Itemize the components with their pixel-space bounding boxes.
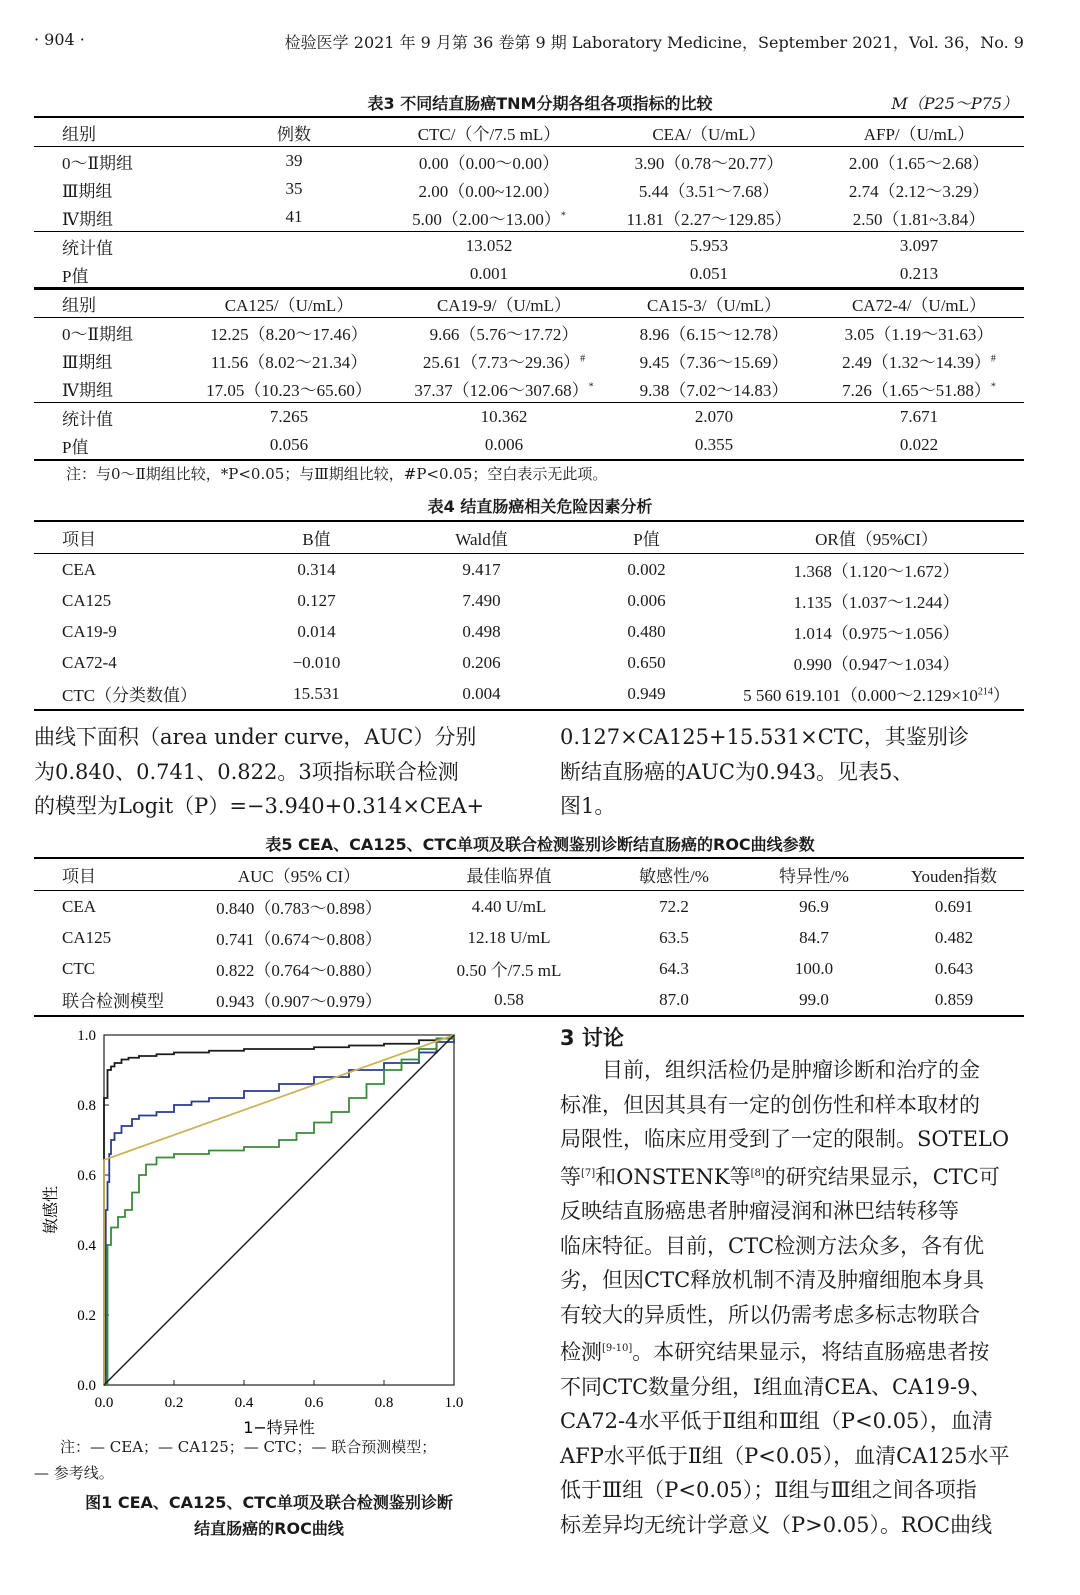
table-cell: 0.001 [374,260,604,289]
table-cell: 17.05（10.23～65.60） [184,374,394,403]
table-cell: 0.002 [627,559,666,579]
table-cell: −0.010 [292,652,341,672]
table-cell: 0.840（0.783～0.898） [216,899,382,918]
y-tick-label: 0.2 [77,1308,96,1324]
table-cell: CTC [62,958,96,978]
table-row [34,953,1024,984]
table-cell: 15.531 [234,678,399,710]
header-cell: 项目 [34,521,234,554]
table-row [34,647,1024,678]
text-line: 目前，组织活检仍是肿瘤诊断和治疗的金 [560,1058,980,1082]
table-cell: 2.50（1.81~3.84） [814,203,1024,232]
header-cell: CA19-9/（U/mL） [394,288,614,318]
table-cell: 7.26（1.65～51.88）* [814,374,1024,403]
table-stat-row [34,232,1024,261]
header-cell: CTC/（个/7.5 mL） [374,117,604,147]
table-cell: 联合检测模型 [34,984,184,1016]
section-heading-discussion: 3 讨论 [560,1026,624,1050]
table-cell: 1.014（0.975～1.056） [793,624,960,643]
table-cell: 0.482 [934,927,974,947]
table-cell: 2.49（1.32～14.39）# [842,352,996,372]
table-cell: 10.362 [480,407,528,426]
table-cell: 0.58 [414,984,604,1016]
table-header-row [34,117,1024,147]
table-cell: 9.45（7.36～15.69） [639,352,789,372]
text-line: 断结直肠癌的AUC为0.943。见表5、 [560,759,914,784]
text-line: CA72-4水平低于Ⅱ组和Ⅲ组（P<0.05），血清 [560,1409,993,1433]
table-cell: 2.00（0.00~12.00） [418,181,560,201]
page-number: · 904 · [34,30,85,49]
table-cell: 2.00（1.65～2.68） [848,153,990,173]
table-cell: Ⅲ期组 [62,352,113,372]
table3-caption: 表3 不同结直肠癌TNM分期各组各项指标的比较 [367,94,713,113]
table-row [34,984,1024,1016]
table-cell: 3.05（1.19～31.63） [844,324,994,344]
table-row [34,374,1024,403]
table-cell: 0.943（0.907～0.979） [184,984,414,1016]
table-cell: 2.74（2.12～3.29） [848,181,990,201]
table4 [34,520,1024,711]
table-cell: 4.40 U/mL [471,896,547,916]
table-row [34,203,1024,232]
table-row [34,678,1024,710]
table-cell: 12.25（8.20～17.46） [210,324,368,344]
figure1-caption-1: 图1 CEA、CA125、CTC单项及联合检测鉴别诊断 [85,1493,453,1512]
table-cell: 2.070 [694,407,734,426]
table-row [34,175,1024,203]
table-cell: 0.50 个/7.5 mL [456,961,562,980]
table-cell: 统计值 [62,409,113,429]
table-header-row [34,858,1024,891]
y-axis-label: 敏感性 [41,1185,60,1235]
header-cell: Wald值 [399,521,564,554]
y-tick-label: 0.0 [77,1378,96,1394]
table-cell: 0.949 [564,678,729,710]
table4-caption: 表4 结直肠癌相关危险因素分析 [427,497,653,516]
table-cell: 63.5 [659,927,689,947]
body-text-mid-right [560,720,1030,824]
text-line: 标差异均无统计学意义（P>0.05）。ROC曲线 [560,1512,993,1537]
figure1-caption-2: 结直肠癌的ROC曲线 [194,1519,344,1538]
table-cell: P值 [34,260,214,289]
text-line: 局限性，临床应用受到了一定的限制。SOTELO [560,1127,1010,1151]
table-header-row [34,288,1024,318]
text-line: AFP水平低于Ⅱ组（P<0.05），血清CA125水平 [560,1443,1010,1468]
body-text-mid-left [34,720,504,824]
table-cell: 1.135（1.037～1.244） [793,593,960,612]
x-axis-label: 1−特异性 [243,1418,315,1437]
x-tick-label: 1.0 [444,1395,464,1411]
table-cell: 0.206 [462,652,501,672]
header-cell: 组别 [34,288,184,318]
table-cell: 0.213 [814,260,1024,289]
text-line: 的模型为Logit（P）=−3.940+0.314×CEA+ [34,794,485,818]
table-cell: 0～Ⅱ期组 [62,153,134,173]
table-cell: 96.9 [799,896,829,916]
table-cell: 9.66（5.76～17.72） [429,324,579,344]
table-cell: 3.097 [899,236,939,255]
table-cell: 0.00（0.00～0.00） [418,153,560,173]
table-cell: 0.650 [627,652,666,672]
header-cell: Youden指数 [884,858,1024,891]
table-cell: 0.822（0.764～0.880） [216,961,382,980]
header-cell: 敏感性/% [604,858,744,891]
table-cell: 84.7 [799,927,829,947]
table-cell: CA125 [62,590,112,610]
text-line: 为0.840、0.741、0.822。3项指标联合检测 [34,759,459,784]
table-cell: 0.051 [604,260,814,289]
text-line: 临床特征。目前，CTC检测方法众多，各有优 [560,1233,985,1258]
table-row [34,318,1024,347]
table-cell: CA72-4 [62,652,117,672]
table-cell: 0.691 [934,896,974,916]
y-tick-label: 0.4 [77,1238,96,1254]
table-cell: CTC（分类数值） [34,678,234,710]
header-cell: 项目 [34,858,184,891]
table-cell: 0.480 [627,621,666,641]
header-cell: 最佳临界值 [414,858,604,891]
table-cell: 13.052 [465,236,513,255]
table3-note: 注：与0～Ⅱ期组比较，*P<0.05；与Ⅲ期组比较，#P<0.05；空白表示无此项。 [66,465,608,483]
table3-part2 [34,287,1024,461]
table-stat-row [34,431,1024,460]
table-cell: 统计值 [62,238,113,258]
table-cell: 0.014 [297,621,336,641]
table-cell: 11.81（2.27～129.85） [604,203,814,232]
table-cell: 0.022 [814,431,1024,460]
table-cell: 7.671 [899,407,939,426]
table-cell: 35 [285,179,303,198]
table-cell: 0.006 [394,431,614,460]
table-cell: 12.18 U/mL [467,927,551,947]
y-tick-label: 1.0 [77,1028,96,1044]
text-line: 曲线下面积（area under curve，AUC）分别 [34,725,477,749]
table-cell: 0.127 [297,590,336,610]
table-cell: 5 560 $619.101(0.000\sim 2.129\times 10^{214})$ [729,678,1024,710]
table-cell: CEA [62,559,96,579]
table-cell: 0.355 [614,431,814,460]
table-cell: CA125 [62,927,112,947]
y-tick-label: 0.6 [77,1168,96,1184]
table-cell: 7.490 [462,590,501,610]
text-line: 检测[9-10]。本研究结果显示，将结直肠癌患者按 [560,1340,990,1364]
header-cell: 组别 [34,117,214,147]
text-line: 不同CTC数量分组，Ⅰ组血清CEA、CA19-9、 [560,1374,992,1399]
table-stat-row [34,403,1024,432]
table-row [34,554,1024,586]
table-row [34,616,1024,647]
text-line: 劣，但因CTC释放机制不清及肿瘤细胞本身具 [560,1268,985,1292]
header-cell: B值 [234,521,399,554]
table-stat-row [34,260,1024,289]
table-cell: 87.0 [604,984,744,1016]
journal-header: 检验医学 2021 年 9 月第 36 卷第 9 期 Laboratory Medicine，September 2021，Vol. 36，No. 9 [284,33,1024,52]
roc-chart [34,1025,504,1445]
table-cell: 0.741（0.674～0.808） [216,930,382,949]
header-cell: 特异性/% [744,858,884,891]
text-line: 0.127×CA125+15.531×CTC，其鉴别诊 [560,725,969,749]
table-cell: Ⅳ期组 [34,203,214,232]
text-line: 反映结直肠癌患者肿瘤浸润和淋巴结转移等 [560,1199,959,1223]
text-line: 等[7]和ONSTENK等[8]的研究结果显示，CTC可 [560,1164,1000,1189]
table-cell: 0.006 [627,590,666,610]
table-cell: 7.265 [269,407,309,426]
table-cell: 0.004 [399,678,564,710]
discussion-body [560,1053,1030,1542]
x-tick-label: 0.4 [234,1395,254,1411]
table-cell: 9.38（7.02～14.83） [614,374,814,403]
header-cell: CA72-4/（U/mL） [814,288,1024,318]
header-cell: P值 [564,521,729,554]
table-cell: 0.498 [462,621,501,641]
header-cell: CA15-3/（U/mL） [614,288,814,318]
table-cell: 0.859 [884,984,1024,1016]
table-cell [214,232,374,261]
table-cell: 37.37（12.06～307.68）* [394,374,614,403]
table-cell: 0.314 [297,559,336,579]
table-cell: 5.00（2.00～13.00）* [374,203,604,232]
table-cell: 0.990（0.947～1.034） [793,655,960,674]
table-cell: 0.643 [934,958,974,978]
table-cell: 25.61（7.73～29.36）# [422,352,586,372]
table-cell: 41 [214,203,374,232]
table-row [34,147,1024,176]
table-cell: 0～Ⅱ期组 [62,324,134,344]
table5-caption: 表5 CEA、CA125、CTC单项及联合检测鉴别诊断结直肠癌的ROC曲线参数 [265,835,815,854]
table-cell: 5.44（3.51～7.68） [638,181,780,201]
table-cell: CEA [62,896,96,916]
figure1-legend-note-1: 注：— CEA；— CA125；— CTC；— 联合预测模型； [60,1438,437,1456]
header-cell: 例数 [214,117,374,147]
table-cell: 100.0 [794,958,834,978]
table-row [34,346,1024,374]
table-cell [214,260,374,289]
table-cell: 39 [285,151,303,170]
table-cell: 1.368（1.120～1.672） [793,562,960,581]
table-cell: 64.3 [659,958,689,978]
text-line: 低于Ⅲ组（P<0.05）；Ⅱ组与Ⅲ组之间各项指 [560,1478,977,1502]
table-cell: 8.96（6.15～12.78） [639,324,789,344]
table-cell: 72.2 [659,896,689,916]
table5 [34,857,1024,1017]
table-row [34,585,1024,616]
header-cell: AFP/（U/mL） [814,117,1024,147]
x-tick-label: 0.2 [164,1395,184,1411]
table-row [34,891,1024,923]
header-cell: OR值（95%CI） [729,521,1024,554]
header-cell: CA125/（U/mL） [184,288,394,318]
table-cell: CA19-9 [62,621,117,641]
text-line: 图1。 [560,794,616,818]
header-cell: AUC（95% CI） [184,858,414,891]
table-cell: 3.90（0.78～20.77） [634,153,784,173]
table3-stat-note: M（P25～P75） [891,94,1018,113]
table-cell: 9.417 [462,559,501,579]
table-cell: 5.953 [689,236,729,255]
y-tick-label: 0.8 [77,1098,96,1114]
text-line: 有较大的异质性，所以仍需考虑多标志物联合 [560,1302,980,1327]
x-tick-label: 0.8 [374,1395,394,1411]
table-cell: Ⅳ期组 [34,374,184,403]
table-cell: 11.56（8.02～21.34） [210,352,368,372]
table3-part1 [34,116,1024,290]
x-tick-label: 0.0 [94,1395,114,1411]
table-cell: 99.0 [744,984,884,1016]
figure1-legend-note-2: — 参考线。 [34,1464,114,1482]
table-cell: Ⅲ期组 [62,181,113,201]
table-row [34,922,1024,953]
header-cell: CEA/（U/mL） [604,117,814,147]
text-line: 标准，但因其具有一定的创伤性和样本取材的 [560,1092,980,1117]
table-cell: P值 [34,431,184,460]
table-header-row [34,521,1024,554]
x-tick-label: 0.6 [304,1395,324,1411]
table-cell: 0.056 [184,431,394,460]
